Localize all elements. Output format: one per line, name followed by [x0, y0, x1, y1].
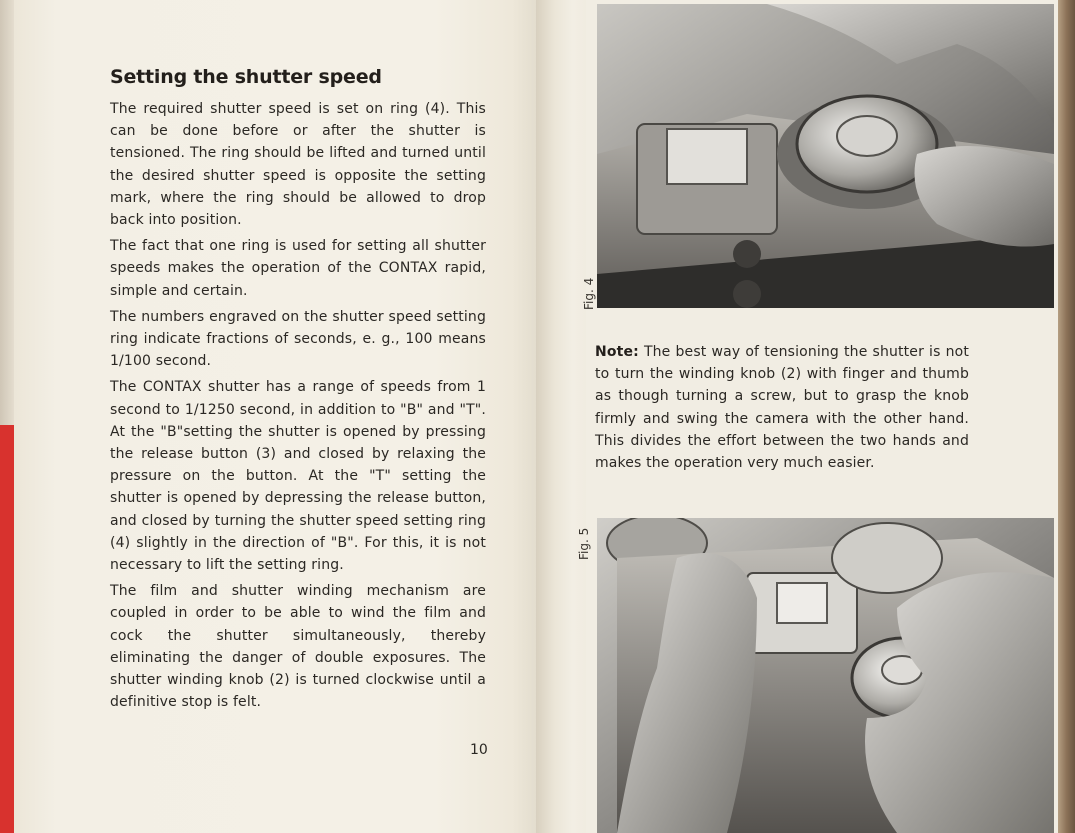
paragraph-2: The fact that one ring is used for setting all shutter speeds makes the operation of the CONTAX rapid, simple and certain.	[110, 238, 486, 299]
fig5-photo	[597, 518, 1054, 833]
note-label: Note:	[595, 344, 639, 360]
fig4-illustration	[597, 4, 1054, 308]
note-block	[595, 341, 969, 474]
paragraph-3: The numbers engraved on the shutter speed setting ring indicate fractions of seconds, e. g., 100 means 1/100 second.	[110, 308, 486, 370]
note-text: The best way of tensioning the shutter is not to turn the winding knob (2) with finger and thumb as though turning a screw, but to grasp the knob firmly and swing the camera with the other hand. This divides the effort between the two hands and makes the operation very much easier.	[595, 344, 969, 472]
fig5-label: Fig. 5	[577, 527, 591, 560]
fig4-photo	[597, 4, 1054, 308]
paragraph-4: The CONTAX shutter has a range of speeds from 1 second to 1/1250 second, in addition to "B" and "T". At the "B"setting the shutter is opened by pressing the release button (3) and closed by relaxing the pressure on the button. At the "T" setting the shutter is opened by depressing the release button, and closed by turning the shutter speed setting ring (4) slightly in the direction of "B". For this, it is not necessary to lift the setting ring.	[110, 379, 486, 574]
page-edge-right	[1058, 0, 1075, 833]
book-gutter	[536, 0, 588, 833]
paragraph-5: The film and shutter winding mechanism are coupled in order to be able to wind the film and cock the shutter simultaneously, thereby eliminating the danger of double exposures. The shutter winding knob (2) is turned clockwise until a definitive stop is felt.	[110, 583, 486, 711]
left-text-column	[110, 66, 486, 717]
red-cover-strip	[0, 425, 14, 833]
paragraph-1: The required shutter speed is set on ring (4). This can be done before or after the shutter is tensioned. The ring should be lifted and turned until the desired shutter speed is opposite the setting mark, where the ring should be allowed to drop back into position.	[110, 101, 486, 229]
fig5-illustration	[597, 518, 1054, 833]
section-heading: Setting the shutter speed	[110, 66, 382, 88]
page-number: 10	[470, 742, 488, 758]
fig4-label: Fig. 4	[582, 277, 596, 310]
